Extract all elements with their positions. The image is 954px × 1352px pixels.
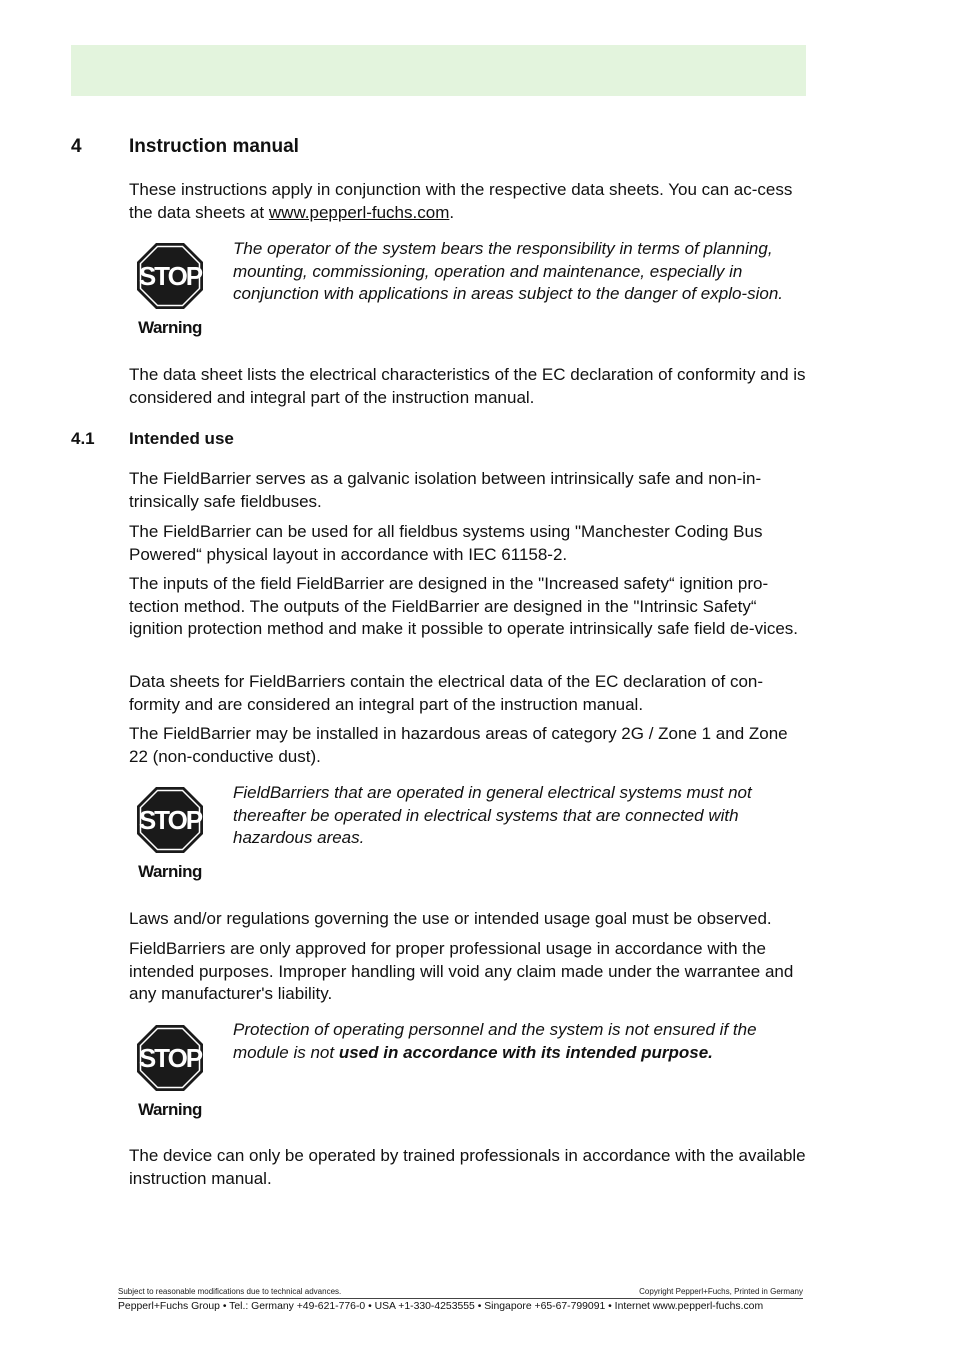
warning-label: Warning <box>138 862 202 881</box>
stop-sign-text: STOP <box>138 1043 202 1073</box>
paragraph-5: The FieldBarrier may be installed in hazardous areas of category 2G / Zone 1 and Zone 22 (non-conductive dust). <box>129 724 788 766</box>
footer-left-note: Subject to reasonable modifications due to technical advances. <box>118 1287 342 1296</box>
stop-sign-icon <box>136 1024 204 1092</box>
paragraph-8: The device can only be operated by trained professionals in accordance with the available instruction manual. <box>129 1146 806 1188</box>
paragraph-2: The FieldBarrier can be used for all fieldbus systems using "Manchester Coding Bus Powered“ physical layout in accordance with IEC 61158-2. <box>129 522 763 564</box>
footer-contact: Pepperl+Fuchs Group • Tel.: Germany +49-621-776-0 • USA +1-330-4253555 • Singapore +65-67-799091 • Internet www.pepperl-fuchs.com <box>118 1301 764 1312</box>
intro-paragraph <box>129 179 809 224</box>
warning-text-2: FieldBarriers that are operated in general electrical systems must not thereafter be operated in electrical systems that are connected with hazardous areas. <box>233 783 752 847</box>
warning-text-3 <box>233 1019 808 1064</box>
paragraph-4: Data sheets for FieldBarriers contain the electrical data of the EC declaration of con-formity and are considered an integral part of the instruction manual. <box>129 672 764 714</box>
section-number: 4 <box>71 136 82 157</box>
warning-icon-3 <box>134 1024 206 1120</box>
paragraph-3: The inputs of the field FieldBarrier are designed in the "Increased safety“ ignition pro-tection method. The outputs of the FieldBarrier are designed in the "Intrinsic Safety“ ignition protection method and make it possible to operate intrinsically safe field de-vices. <box>129 574 799 638</box>
warning-label: Warning <box>138 1100 202 1119</box>
stop-sign-icon <box>136 786 204 854</box>
warning-label: Warning <box>138 318 202 337</box>
subsection-title: Intended use <box>129 429 234 448</box>
warning-text-3-bold: used in accordance with its intended purpose. <box>338 1042 713 1062</box>
warning-text-3-normal: Protection of operating personnel and the system is not ensured if the module is not <box>233 1020 757 1062</box>
paragraph-1: The FieldBarrier serves as a galvanic isolation between intrinsically safe and non-in-trinsically safe fieldbuses. <box>129 469 762 511</box>
intro-text-end: . <box>449 202 455 222</box>
paragraph-6: Laws and/or regulations governing the use or intended usage goal must be observed. <box>129 909 772 928</box>
stop-sign-text: STOP <box>138 261 202 291</box>
section-title: Instruction manual <box>129 136 299 157</box>
warning-icon-1 <box>134 242 206 338</box>
website-link[interactable]: www.pepperl-fuchs.com <box>268 202 450 222</box>
stop-sign-icon <box>136 242 204 310</box>
subsection-number: 4.1 <box>71 429 95 448</box>
stop-sign-text: STOP <box>138 805 202 835</box>
footer-right-note: Copyright Pepperl+Fuchs, Printed in Germany <box>639 1287 803 1296</box>
warning-text-1: The operator of the system bears the responsibility in terms of planning, mounting, commissioning, operation and maintenance, especially in conjunction with applications in areas subject to the danger of explo-sion. <box>233 239 784 303</box>
datasheet-paragraph: The data sheet lists the electrical characteristics of the EC declaration of conformity and is considered and integral part of the instruction manual. <box>129 365 806 407</box>
footer-divider <box>118 1298 803 1299</box>
intro-text: These instructions apply in conjunction with the respective data sheets. You can ac-cess the data sheets at <box>129 180 793 222</box>
paragraph-7: FieldBarriers are only approved for proper professional usage in accordance with the intended purposes. Improper handling will void any claim made under the warrantee and any manufacturer's liability. <box>129 939 794 1003</box>
header-band <box>71 45 806 96</box>
warning-icon-2 <box>134 786 206 882</box>
